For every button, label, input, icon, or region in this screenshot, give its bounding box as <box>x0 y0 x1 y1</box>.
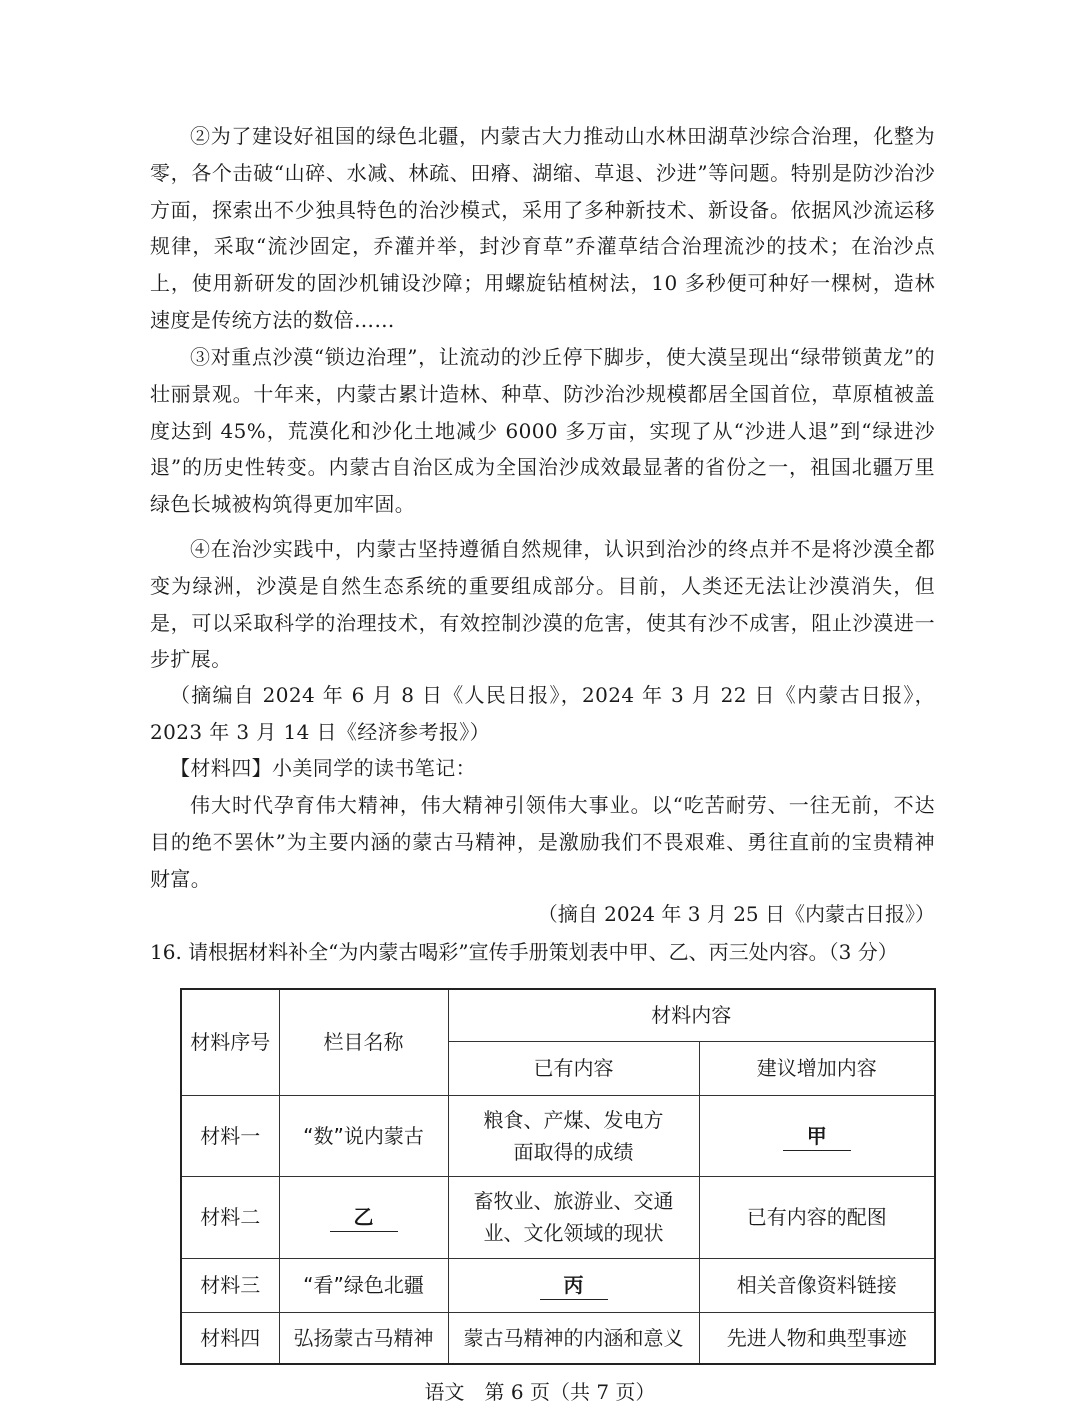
row1-column: “数”说内蒙古 <box>279 1095 448 1176</box>
row2-suggested: 已有内容的配图 <box>699 1176 935 1258</box>
row1-existing: 粮食、产煤、发电方面取得的成绩 <box>448 1095 699 1176</box>
planning-table <box>180 988 936 1365</box>
header-suggested: 建议增加内容 <box>699 1041 935 1095</box>
page-footer: 语文 第 6 页（共 7 页） <box>424 1380 656 1404</box>
row4-existing: 蒙古马精神的内涵和意义 <box>448 1312 699 1364</box>
paragraph-2: ②为了建设好祖国的绿色北疆，内蒙古大力推动山水林田湖草沙综合治理，化整为零，各个击破“山碎、水减、林疏、田瘠、湖缩、草退、沙进”等问题。特别是防沙治沙方面，探索出不少独具特色的治沙模式，采用了多种新技术、新设备。依据风沙流运移规律，采取“流沙固定，乔灌并举，封沙育草”乔灌草结合治理流沙的技术；在治沙点上，使用新研发的固沙机铺设沙障；用螺旋钻植树法，10 多秒便可种好一棵树，造林速度是传统方法的数倍…… <box>150 124 935 332</box>
header-content: 材料内容 <box>448 989 935 1041</box>
material-4-heading: 【材料四】小美同学的读书笔记： <box>170 756 476 780</box>
paragraph-4: ④在治沙实践中，内蒙古坚持遵循自然规律，认识到治沙的终点并不是将沙漠全都变为绿洲，沙漠是自然生态系统的重要组成部分。目前，人类还无法让沙漠消失，但是，可以采取科学的治理技术，有效控制沙漠的危害，使其有沙不成害，阻止沙漠进一步扩展。 <box>150 537 935 672</box>
blank-jia: 甲 <box>783 1122 851 1151</box>
table-header-row <box>181 989 935 1041</box>
reading-note: 伟大时代孕育伟大精神，伟大精神引领伟大事业。以“吃苦耐劳、一往无前，不达目的绝不罢休”为主要内涵的蒙古马精神，是激励我们不畏艰难、勇往直前的宝贵精神财富。 <box>150 793 935 891</box>
row3-seq: 材料三 <box>181 1258 279 1312</box>
row1-seq: 材料一 <box>181 1095 279 1176</box>
row2-column-cell <box>279 1176 448 1258</box>
row4-seq: 材料四 <box>181 1312 279 1364</box>
row3-column: “看”绿色北疆 <box>279 1258 448 1312</box>
header-seq: 材料序号 <box>181 989 279 1095</box>
table-row <box>181 1095 935 1176</box>
table-row <box>181 1312 935 1364</box>
table-row <box>181 1258 935 1312</box>
blank-bing: 丙 <box>540 1271 608 1300</box>
header-column: 栏目名称 <box>279 989 448 1095</box>
row4-suggested: 先进人物和典型事迹 <box>699 1312 935 1364</box>
blank-yi: 乙 <box>330 1203 398 1232</box>
row1-suggested-cell <box>699 1095 935 1176</box>
row2-seq: 材料二 <box>181 1176 279 1258</box>
row2-existing: 畜牧业、旅游业、交通业、文化领域的现状 <box>448 1176 699 1258</box>
row4-column: 弘扬蒙古马精神 <box>279 1312 448 1364</box>
row3-suggested: 相关音像资料链接 <box>699 1258 935 1312</box>
material-4-source: （摘自 2024 年 3 月 25 日《内蒙古日报》） <box>537 902 935 926</box>
header-existing: 已有内容 <box>448 1041 699 1095</box>
question-16: 16. 请根据材料补全“为内蒙古喝彩”宣传手册策划表中甲、乙、丙三处内容。（3 分） <box>150 940 898 964</box>
table-row <box>181 1176 935 1258</box>
row3-existing-cell <box>448 1258 699 1312</box>
source-citation: （摘编自 2024 年 6 月 8 日《人民日报》，2024 年 3 月 22 日《内蒙古日报》，2023 年 3 月 14 日《经济参考报》） <box>150 683 935 744</box>
paragraph-3: ③对重点沙漠“锁边治理”，让流动的沙丘停下脚步，使大漠呈现出“绿带锁黄龙”的壮丽景观。十年来，内蒙古累计造林、种草、防沙治沙规模都居全国首位，草原植被盖度达到 45%，荒漠化和沙化土地减少 6000 多万亩，实现了从“沙进人退”到“绿进沙退”的历史性转变。内蒙古自治区成为全国治沙成效最显著的省份之一，祖国北疆万里绿色长城被构筑得更加牢固。 <box>150 345 936 517</box>
